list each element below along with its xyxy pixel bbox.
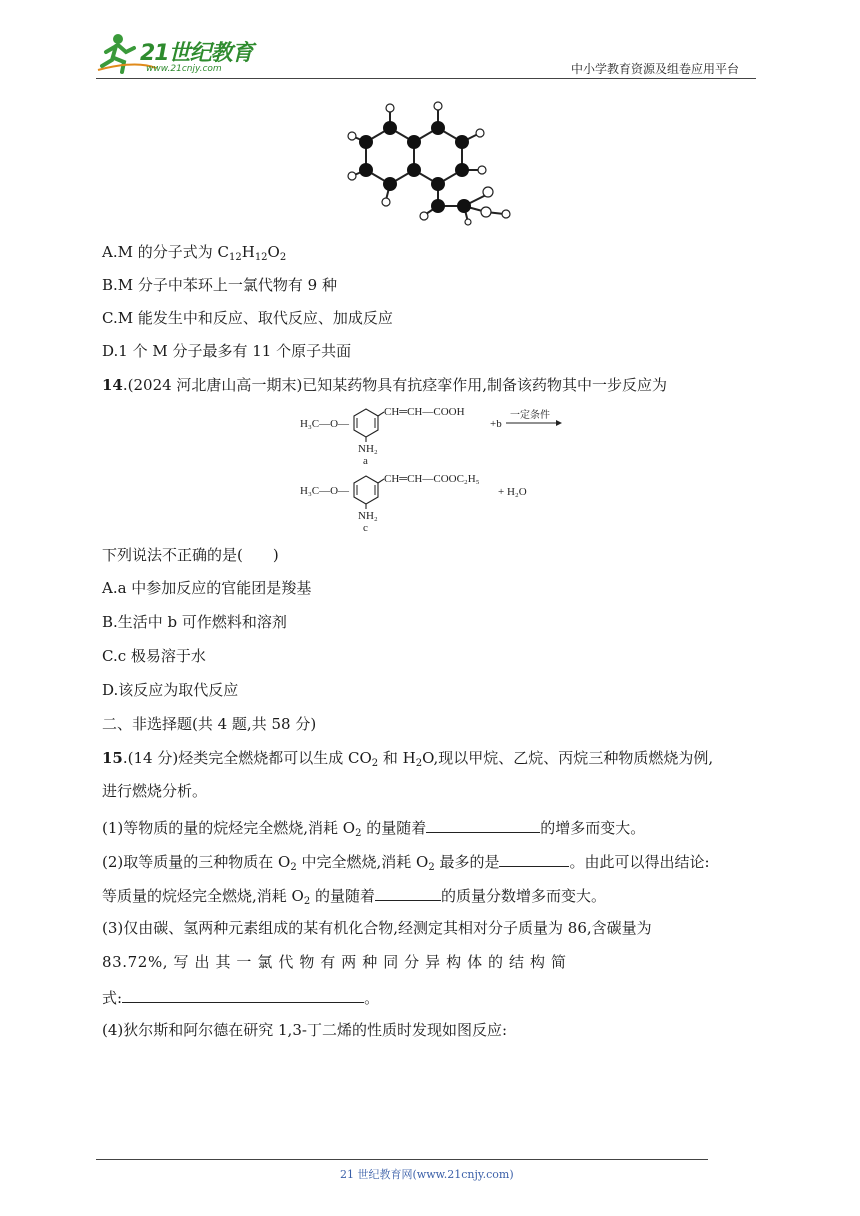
question-15-stem-line1: 15.(14 分)烃类完全燃烧都可以生成 $CO_2$ 和 $H_2O$,现以甲烷、乙烷、丙烷三种物质燃烧为例, xyxy=(102,749,714,769)
chain-a-label: CH═CH—COOH xyxy=(384,406,465,418)
option-13b[interactable]: B.M 分子中苯环上一氯代物有 9 种 xyxy=(102,276,337,294)
amine-label-c: NH₂ xyxy=(358,510,378,522)
logo-main-text: 21世纪教育 xyxy=(140,41,253,66)
methoxy-label-c: H₃C—O— xyxy=(300,485,350,497)
plus-b-label: +b xyxy=(490,418,502,430)
question-15-part3-line3: 式: 。 xyxy=(102,986,379,1008)
question-15-part3-line2: 83.72%, 写 出 其 一 氯 代 物 有 两 种 同 分 异 构 体 的 结 构 简 xyxy=(102,953,567,971)
compound-a-label: a xyxy=(363,455,368,467)
header-tagline: 中小学教育资源及组卷应用平台 xyxy=(571,62,740,76)
question-14-stem: 14.(2024 河北唐山高一期末)已知某药物具有抗痉挛作用,制备该药物其中一步反应为 xyxy=(102,376,668,394)
option-13d[interactable]: D.1 个 M 分子最多有 11 个原子共面 xyxy=(102,342,352,360)
option-14b[interactable]: B.生活中 b 可作燃料和溶剂 xyxy=(102,613,287,631)
answer-blank-3[interactable] xyxy=(122,986,364,1003)
answer-blank-1[interactable] xyxy=(426,816,540,833)
molecule-m-figure xyxy=(340,98,520,226)
compound-c-label: c xyxy=(363,522,368,534)
reaction-scheme xyxy=(290,400,580,540)
question-15-part1: (1)等物质的量的烷烃完全燃烧,消耗 $O_2$ 的量随着 的增多而变大。 xyxy=(102,816,645,838)
section-heading: 二、非选择题(共 4 题,共 58 分) xyxy=(102,715,317,733)
plus-water-label: + H₂O xyxy=(498,486,527,498)
question-number: 14 xyxy=(102,376,123,394)
chain-c-label: CH═CH—COOC₂H₅ xyxy=(384,473,480,485)
question-15-part4: (4)狄尔斯和阿尔德在研究 1,3-丁二烯的性质时发现如图反应: xyxy=(102,1021,507,1039)
question-15-stem-line2: 进行燃烧分析。 xyxy=(102,782,208,800)
question-14-ask: 下列说法不正确的是( ) xyxy=(102,546,279,564)
site-logo xyxy=(96,30,266,76)
amine-label-a: NH₂ xyxy=(358,443,378,455)
question-15-part2-cont: 等质量的烷烃完全燃烧,消耗 $O_2$ 的量随着 的质量分数增多而变大。 xyxy=(102,884,606,906)
option-13a[interactable]: A.M 的分子式为 $C_{12}H_{12}O_2$ xyxy=(102,243,287,263)
option-14c[interactable]: C.c 极易溶于水 xyxy=(102,647,206,665)
option-14a[interactable]: A.a 中参加反应的官能团是羧基 xyxy=(102,579,312,597)
header-divider xyxy=(96,78,756,79)
logo-url-text: www.21cnjy.com xyxy=(146,64,222,74)
answer-blank-2a[interactable] xyxy=(499,850,569,867)
question-15-part2: (2)取等质量的三种物质在 $O_2$ 中完全燃烧,消耗 $O_2$ 最多的是 。由此可以得出结论: xyxy=(102,850,710,872)
option-13c[interactable]: C.M 能发生中和反应、取代反应、加成反应 xyxy=(102,309,393,327)
question-15-part3-line1: (3)仅由碳、氢两种元素组成的某有机化合物,经测定其相对分子质量为 86,含碳量为 xyxy=(102,919,652,937)
methoxy-label-a: H₃C—O— xyxy=(300,418,350,430)
question-number: 15 xyxy=(102,749,123,767)
footer-text: 21 世纪教育网(www.21cnjy.com) xyxy=(340,1168,514,1181)
reaction-condition: 一定条件 xyxy=(510,410,550,421)
footer-divider xyxy=(96,1159,708,1160)
answer-blank-2b[interactable] xyxy=(375,884,441,901)
option-14d[interactable]: D.该反应为取代反应 xyxy=(102,681,239,699)
